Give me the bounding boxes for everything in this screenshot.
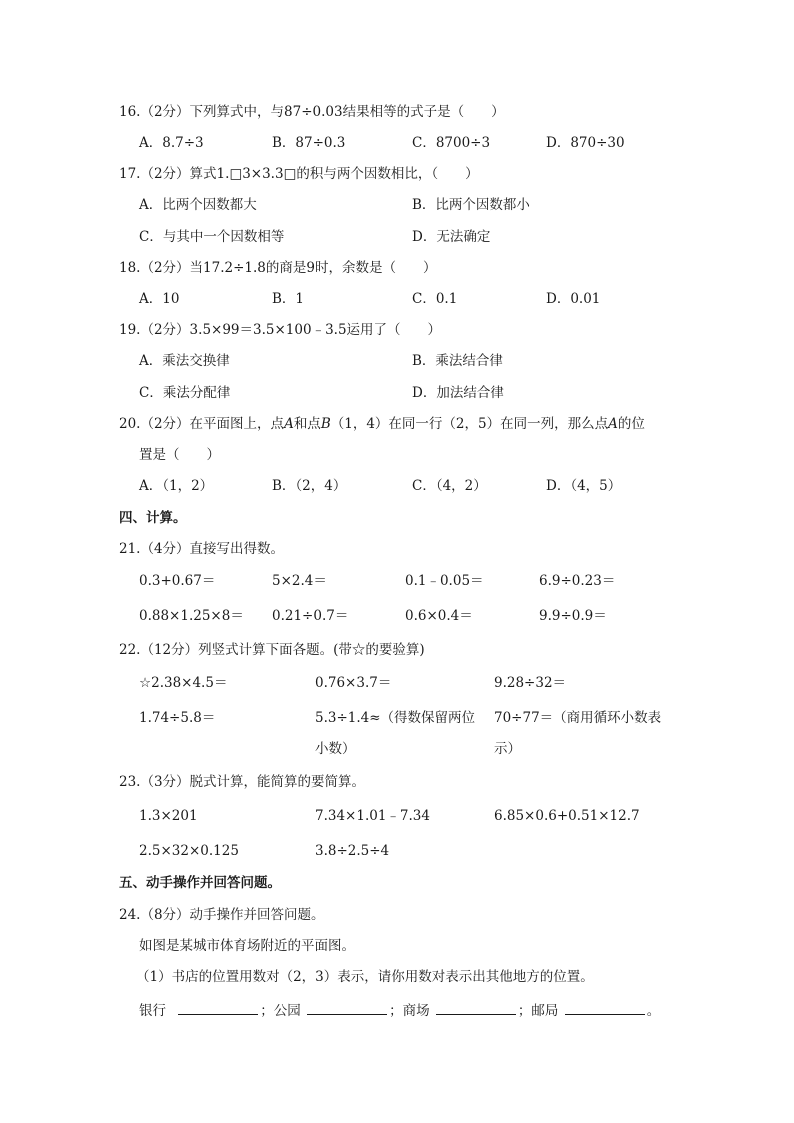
- mall-blank[interactable]: [436, 1002, 516, 1015]
- question-18: 18.（2分）当17.2÷1.8的商是9时，余数是（ ）: [119, 260, 437, 276]
- section-5-heading: 五、动手操作并回答问题。: [119, 875, 281, 891]
- q22-item-6-line2: 示）: [494, 741, 521, 757]
- post-label: ；邮局: [517, 1003, 559, 1019]
- question-19: 19.（2分）3.5×99＝3.5×100﹣3.5运用了（ ）: [119, 322, 442, 338]
- q19-option-a: A．乘法交换律: [139, 353, 230, 369]
- q20-option-b: B．（2，4）: [272, 478, 347, 494]
- q20-stem-part-b: 和点: [293, 416, 321, 432]
- q17-option-a: A．比两个因数都大: [139, 197, 257, 213]
- q20-stem-part-c: （1，4）在同一行（2，5）在同一列，那么点: [330, 416, 609, 432]
- q20-point-b: B: [320, 416, 331, 432]
- q21-item-4: 6.9÷0.23＝: [539, 573, 616, 589]
- q20-option-a: A．（1，2）: [139, 478, 214, 494]
- q24-intro: 如图是某城市体育场附近的平面图。: [139, 938, 355, 954]
- q23-item-4: 2.5×32×0.125: [139, 843, 239, 859]
- q22-item-3: 9.28÷32＝: [494, 675, 567, 691]
- bank-blank[interactable]: [178, 1002, 258, 1015]
- q22-item-5-line2: 小数）: [315, 741, 356, 757]
- q20-stem-part-a: 20.（2分）在平面图上，点: [119, 416, 285, 432]
- q20-stem-line2: 置是（ ）: [139, 447, 220, 463]
- q18-option-d: D．0.01: [546, 291, 601, 307]
- q17-option-d: D．无法确定: [412, 229, 491, 245]
- q21-item-8: 9.9÷0.9＝: [539, 608, 607, 624]
- q20-option-d: D．（4，5）: [546, 478, 622, 494]
- q20-point-a-again: A: [608, 416, 618, 432]
- q23-item-5: 3.8÷2.5÷4: [315, 843, 390, 859]
- q20-stem-part-d: 的位: [617, 416, 645, 432]
- q21-item-6: 0.21÷0.7＝: [272, 608, 349, 624]
- question-21: 21.（4分）直接写出得数。: [119, 541, 285, 557]
- q16-option-d: D．870÷30: [546, 135, 625, 151]
- question-16: 16.（2分）下列算式中，与87÷0.03结果相等的式子是（ ）: [119, 104, 505, 120]
- mall-label: ；商场: [389, 1003, 430, 1019]
- q17-option-c: C．与其中一个因数相等: [139, 229, 285, 245]
- section-4-heading: 四、计算。: [119, 510, 187, 526]
- bank-label: 银行: [139, 1003, 166, 1019]
- q19-option-b: B．乘法结合律: [412, 353, 503, 369]
- q18-option-b: B．1: [272, 291, 305, 307]
- q20-point-a: A: [284, 416, 294, 432]
- q16-option-c: C．8700÷3: [412, 135, 491, 151]
- question-22: 22.（12分）列竖式计算下面各题。(带☆的要验算): [119, 642, 425, 658]
- q21-item-1: 0.3+0.67＝: [139, 573, 216, 589]
- question-20: [119, 418, 645, 432]
- q24-subquestion-1: （1）书店的位置用数对（2，3）表示，请你用数对表示出其他地方的位置。: [136, 969, 594, 985]
- q22-item-6-line1: 70÷77＝（商用循环小数表: [494, 710, 662, 726]
- question-17: 17.（2分）算式1.□3×3.3□的积与两个因数相比，（ ）: [119, 166, 479, 182]
- q18-option-a: A．10: [139, 291, 180, 307]
- post-blank[interactable]: [565, 1002, 645, 1015]
- q19-option-c: C．乘法分配律: [139, 385, 231, 401]
- q18-option-c: C．0.1: [412, 291, 458, 307]
- q23-item-2: 7.34×1.01﹣7.34: [315, 808, 430, 824]
- q22-item-1: ☆2.38×4.5＝: [139, 675, 228, 691]
- q24-answer-line: [139, 1002, 660, 1019]
- q16-option-a: A．8.7÷3: [139, 135, 204, 151]
- q21-item-5: 0.88×1.25×8＝: [139, 608, 244, 624]
- park-label: ；公园: [260, 1003, 301, 1019]
- park-blank[interactable]: [307, 1002, 387, 1015]
- q22-item-5-line1: 5.3÷1.4≈（得数保留两位: [315, 710, 476, 726]
- q21-item-3: 0.1﹣0.05＝: [405, 573, 484, 589]
- q20-option-c: C．（4，2）: [412, 478, 487, 494]
- q19-option-d: D．加法结合律: [412, 385, 504, 401]
- q21-item-2: 5×2.4＝: [272, 573, 327, 589]
- q21-item-7: 0.6×0.4＝: [405, 608, 473, 624]
- q23-item-3: 6.85×0.6+0.51×12.7: [494, 808, 640, 824]
- q17-option-b: B．比两个因数都小: [412, 197, 530, 213]
- q16-option-b: B．87÷0.3: [272, 135, 346, 151]
- q22-item-2: 0.76×3.7＝: [315, 675, 392, 691]
- question-23: 23.（3分）脱式计算，能简算的要简算。: [119, 774, 366, 790]
- q22-item-4: 1.74÷5.8＝: [139, 710, 216, 726]
- q23-item-1: 1.3×201: [139, 808, 198, 824]
- line-end: 。: [646, 1003, 661, 1019]
- question-24: 24.（8分）动手操作并回答问题。: [119, 907, 325, 923]
